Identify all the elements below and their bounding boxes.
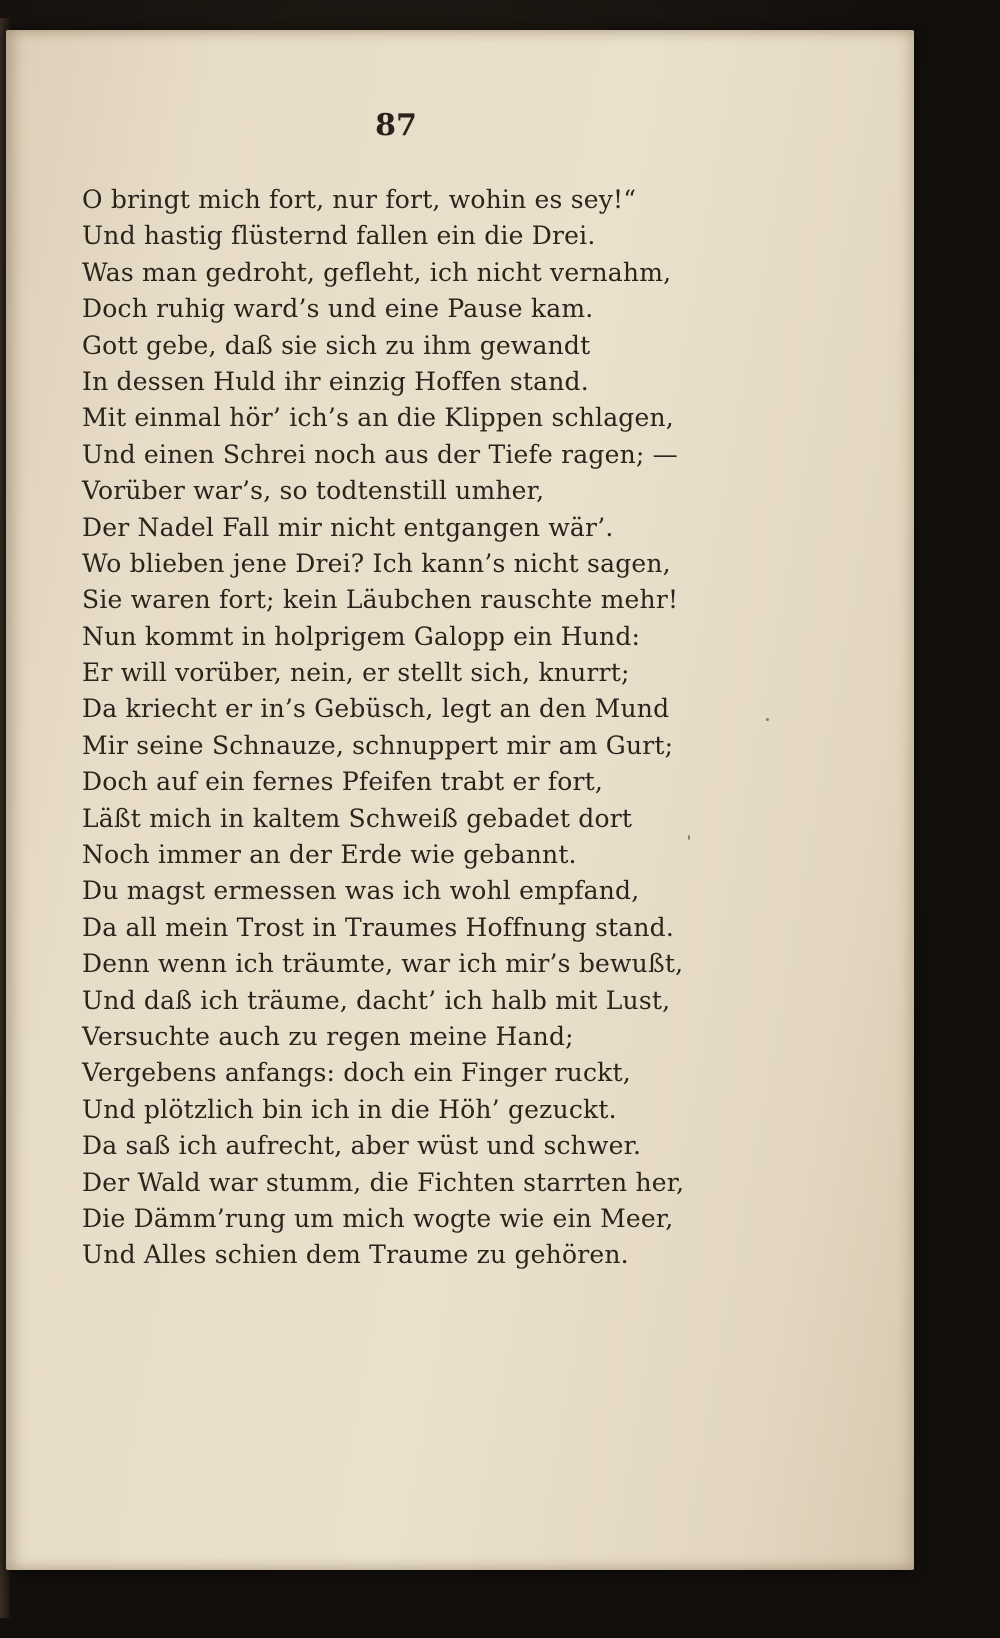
- poem-line: In dessen Huld ihr einzig Hoffen stand.: [82, 366, 589, 396]
- poem-line: Er will vorüber, nein, er stellt sich, knurrt;: [82, 658, 630, 688]
- poem-line: Da kriecht er in’s Gebüsch, legt an den Mund: [82, 694, 670, 724]
- poem-line: O bringt mich fort, nur fort, wohin es sey!“: [82, 185, 637, 214]
- poem-line: Und daß ich träume, dacht’ ich halb mit Lust,: [82, 985, 671, 1015]
- poem-line: Vergebens anfangs: doch ein Finger ruckt,: [82, 1058, 631, 1088]
- poem-line: Wo blieben jene Drei? Ich kann’s nicht sagen,: [82, 548, 671, 578]
- poem-line: Und Alles schien dem Traume zu gehören.: [82, 1240, 629, 1270]
- poem-line: Mir seine Schnauze, schnuppert mir am Gurt;: [82, 730, 674, 760]
- poem-line: Der Nadel Fall mir nicht entgangen wär’.: [82, 512, 614, 542]
- page-number: 87: [375, 108, 417, 143]
- poem-line: Denn wenn ich träumte, war ich mir’s bewußt,: [82, 949, 684, 979]
- poem-line: Sie waren fort; kein Läubchen rauschte mehr!: [82, 585, 679, 615]
- poem-line: Gott gebe, daß sie sich zu ihm gewandt: [82, 330, 591, 360]
- poem-line: Läßt mich in kaltem Schweiß gebadet dort: [82, 803, 633, 833]
- poem-line: Noch immer an der Erde wie gebannt.: [82, 840, 577, 870]
- poem-line: Da saß ich aufrecht, aber wüst und schwer.: [82, 1131, 642, 1161]
- poem-line: Und hastig flüsternd fallen ein die Drei.: [82, 221, 596, 251]
- poem-line: Nun kommt in holprigem Galopp ein Hund:: [82, 621, 641, 651]
- poem-text: [82, 182, 882, 1274]
- poem-line: Der Wald war stumm, die Fichten starrten her,: [82, 1167, 685, 1197]
- poem-line: Und einen Schrei noch aus der Tiefe ragen; —: [82, 439, 678, 469]
- poem-line: Doch auf ein fernes Pfeifen trabt er fort,: [82, 767, 604, 797]
- poem-line: Du magst ermessen was ich wohl empfand,: [82, 876, 640, 906]
- poem-line: Versuchte auch zu regen meine Hand;: [82, 1021, 574, 1051]
- poem-line: Doch ruhig ward’s und eine Pause kam.: [82, 294, 594, 324]
- paper-speck: [688, 835, 690, 840]
- paper-speck: [766, 718, 769, 721]
- poem-line: Vorüber war’s, so todtenstill umher,: [82, 476, 545, 506]
- poem-line: Was man gedroht, gefleht, ich nicht vernahm,: [82, 257, 672, 287]
- poem-line: Mit einmal hör’ ich’s an die Klippen schlagen,: [82, 403, 674, 433]
- poem-line: Da all mein Trost in Traumes Hoffnung stand.: [82, 912, 674, 942]
- book-page: [6, 30, 914, 1570]
- poem-line: Die Dämm’rung um mich wogte wie ein Meer,: [82, 1203, 674, 1233]
- poem-line: Und plötzlich bin ich in die Höh’ gezuckt.: [82, 1094, 617, 1124]
